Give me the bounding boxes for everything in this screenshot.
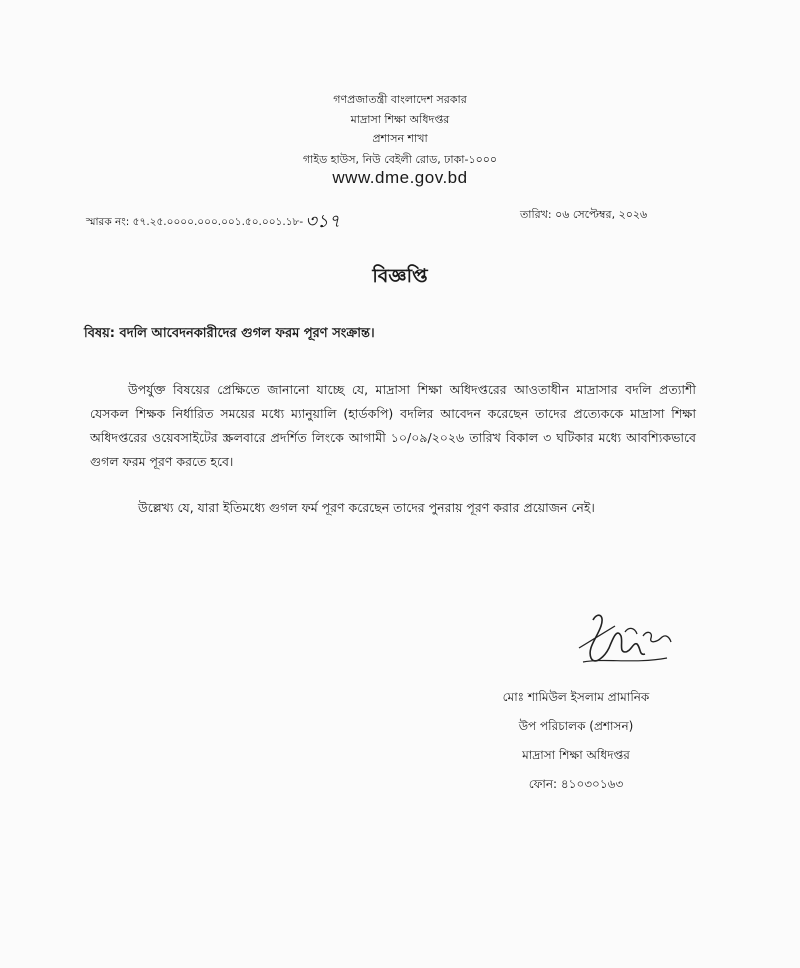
signatory-designation: উপ পরিচালক (প্রশাসন) — [518, 719, 634, 733]
memo-label: স্মারক নং: ৫৭.২৫.০০০০.০০০.০০১.৫০.০০১.১৮- — [86, 216, 304, 228]
signatory-office: মাদ্রাসা শিক্ষা অধিদপ্তর — [522, 748, 630, 762]
header-branch: প্রশাসন শাখা — [372, 132, 428, 145]
header-department: মাদ্রাসা শিক্ষা অধিদপ্তর — [350, 113, 450, 126]
memo-number — [86, 205, 340, 236]
page-title: বিজ্ঞপ্তি — [372, 265, 428, 287]
body-paragraph-2: উল্লেখ্য যে, যারা ইতিমধ্যে গুগল ফর্ম পূরণ করেছেন তাদের পুনরায় পূরণ করার প্রয়োজন নেই। — [138, 500, 595, 515]
document-date: তারিখ: ০৬ সেপ্টেম্বর, ২০২৬ — [520, 208, 648, 221]
memo-handwritten-number: ৩১৭ — [305, 211, 341, 232]
header-address: গাইড হাউস, নিউ বেইলী রোড, ঢাকা-১০০০ — [302, 153, 498, 166]
signatory-name: মোঃ শামিউল ইসলাম প্রামানিক — [502, 690, 650, 704]
body-paragraph-1: উপর্যুক্ত বিষয়ের প্রেক্ষিতে জানানো যাচ্ছে যে, মাদ্রাসা শিক্ষা অধিদপ্তরের আওতাধীন মাদ্রাসার বদলি প্রত্যাশী যেসকল শিক্ষক নির্ধারিত সময়ের মধ্যে ম্যানুয়ালি (হার্ডকপি) বদলির আবেদন করেছেন তাদের প্রত্যেককে মাদ্রাসা শিক্ষা অধিদপ্তরের ওয়েবসাইটের স্ক্রলবারে প্রদর্শিত লিংকে আগামী ১০/০৯/২০২৬ তারিখ বিকাল ৩ ঘটিকার মধ্যে আবশ্যিকভাবে গুগল ফরম পূরণ করতে হবে। — [90, 382, 696, 469]
header-website: www.dme.gov.bd — [332, 168, 468, 187]
subject-line: বিষয়: বদলি আবেদনকারীদের গুগল ফরম পূরণ সংক্রান্ত। — [84, 326, 375, 341]
signatory-phone: ফোন: ৪১০৩০১৬৩ — [528, 777, 624, 791]
header-government: গণপ্রজাতন্ত্রী বাংলাদেশ সরকার — [333, 93, 467, 106]
signatory-block — [470, 683, 682, 799]
handwritten-signature — [575, 608, 680, 670]
